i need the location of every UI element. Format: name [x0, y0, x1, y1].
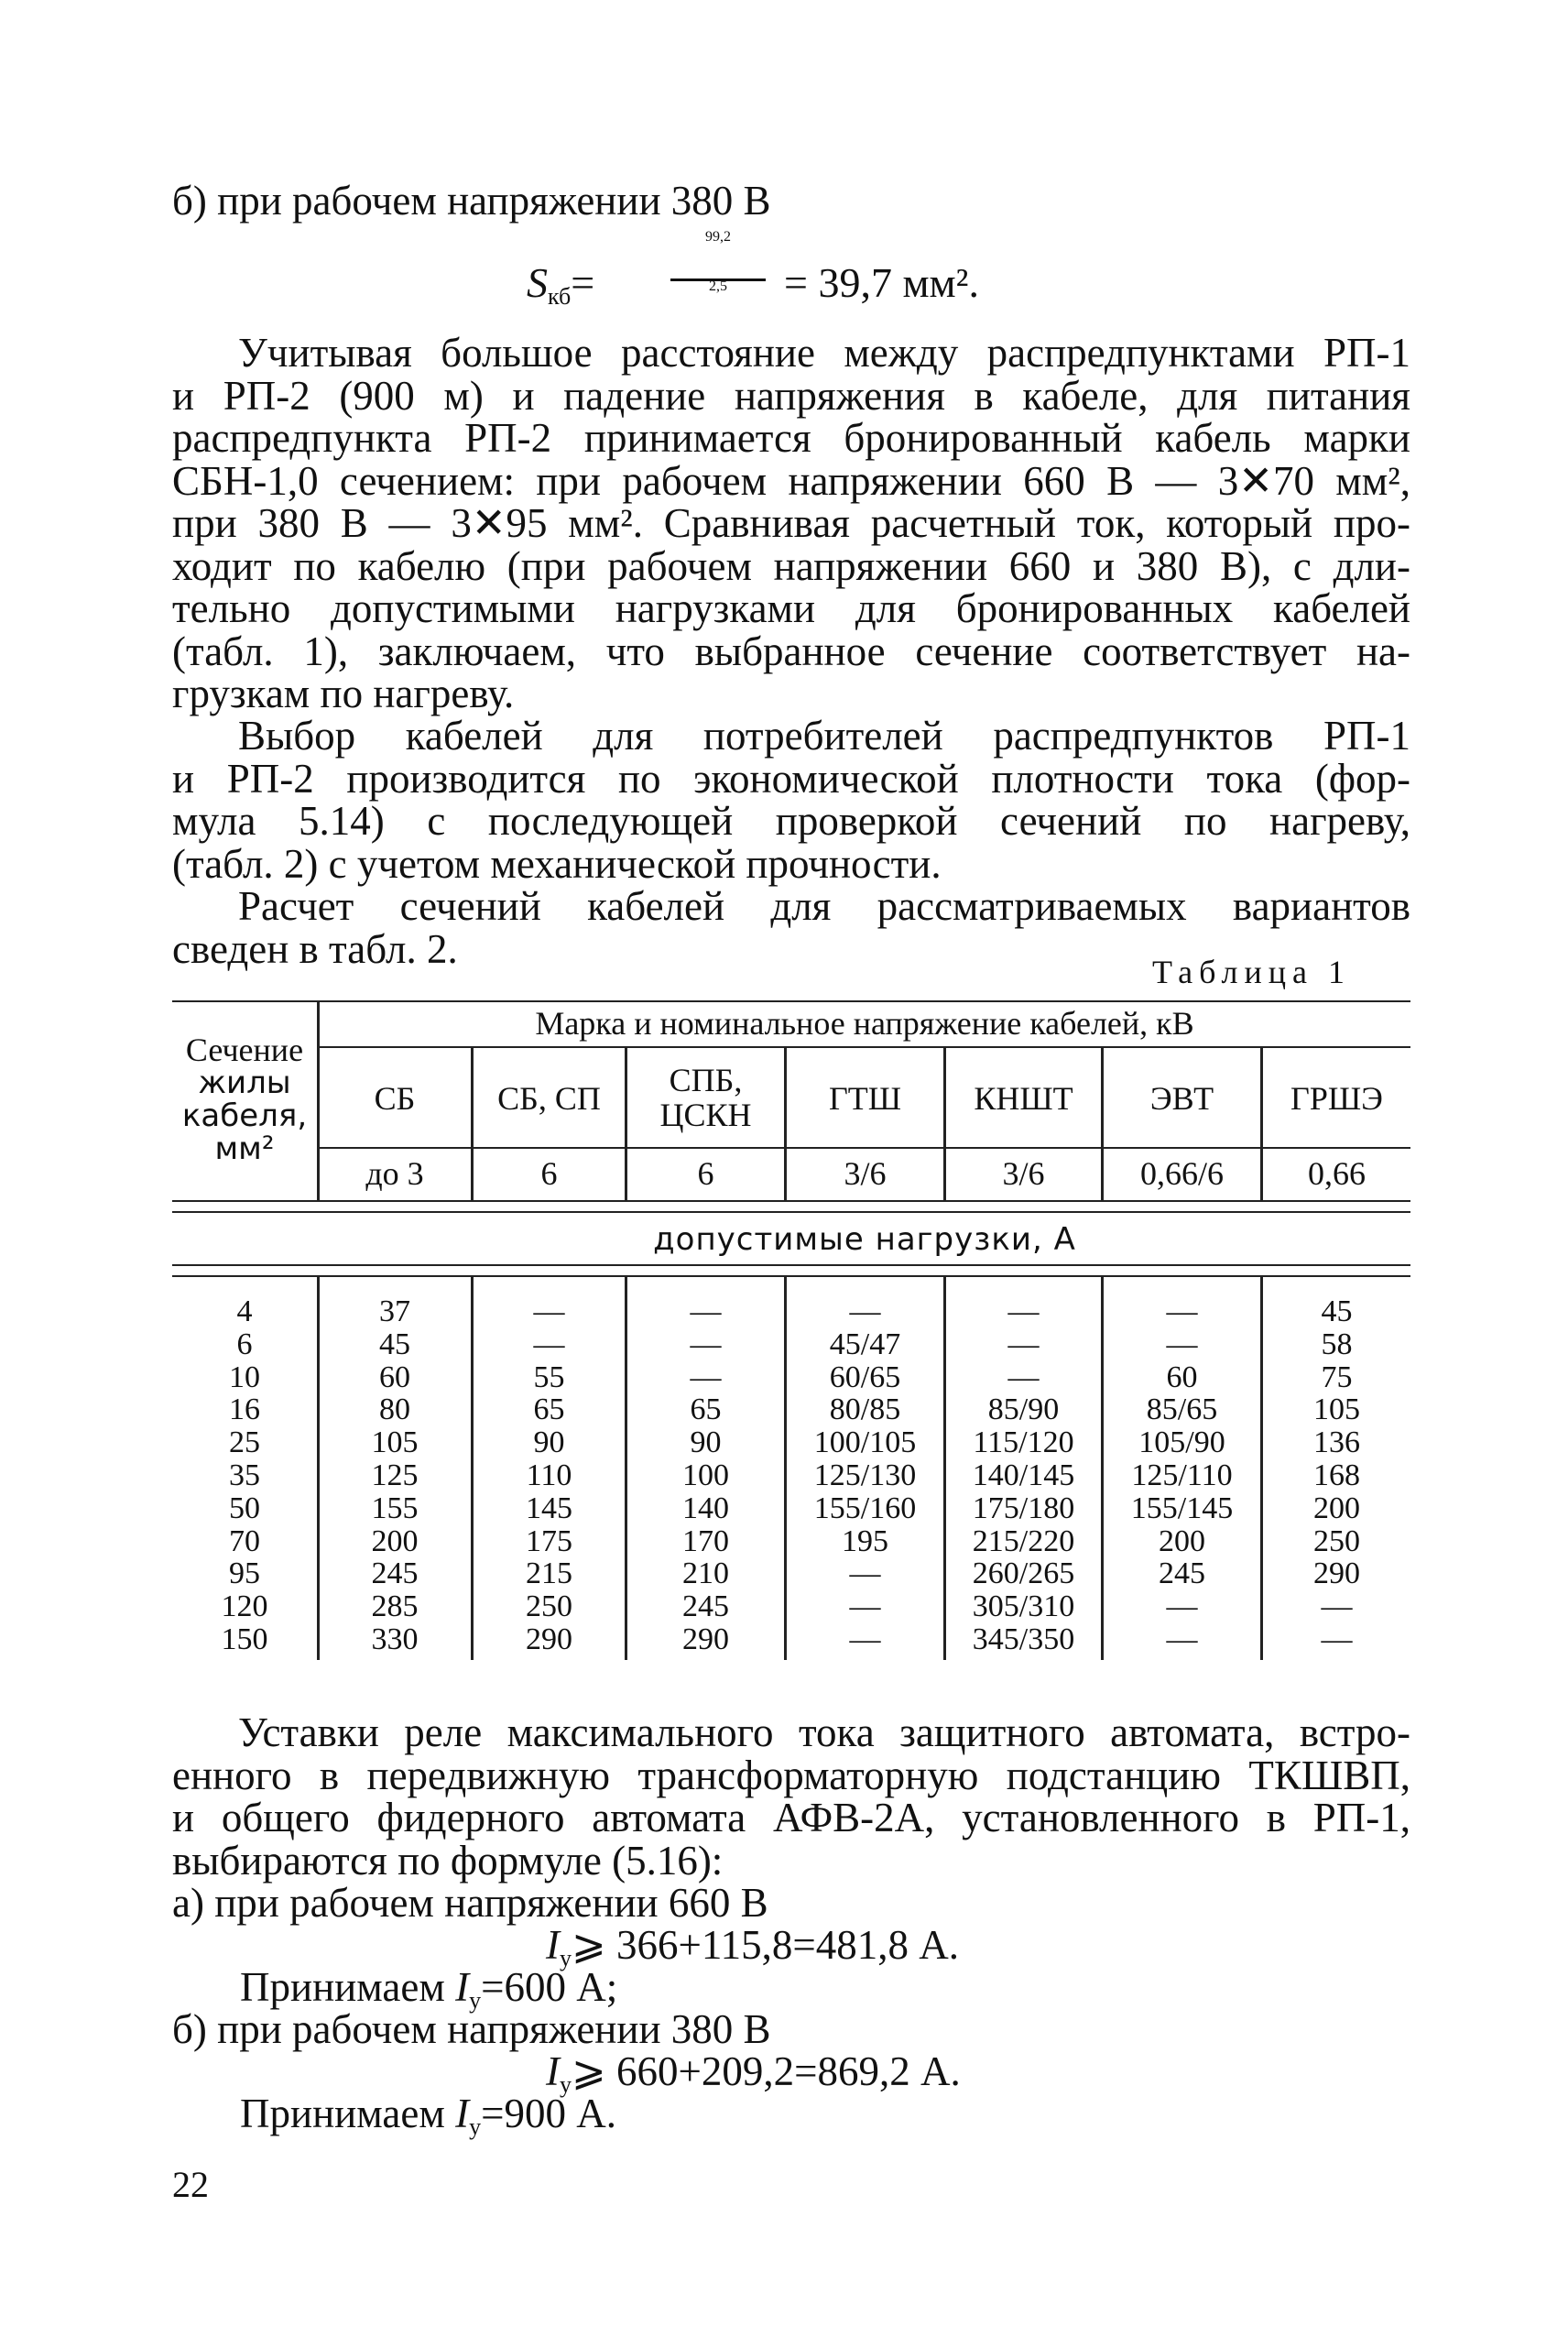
table-cell: — — [1007, 1360, 1040, 1394]
table-cell: 10 — [229, 1360, 260, 1394]
table-cell: — — [1007, 1327, 1040, 1361]
brand-spb-tssk: СПБ, ЦСКН — [659, 1062, 752, 1133]
text-line: выбираются по формуле (5.16): — [172, 1837, 724, 1884]
text-line: ходит по кабелю (при рабочем напряжении 660 и 380 В), с дли- — [172, 542, 1410, 589]
table-cell: 60 — [379, 1360, 410, 1394]
table-cell: 150 — [221, 1622, 268, 1656]
formula-sub: у — [560, 1945, 572, 1971]
formula-var: I — [546, 2048, 560, 2094]
table-cell: 290 — [682, 1622, 729, 1656]
column-knsht — [946, 1295, 1101, 1656]
column-spb-tssk — [627, 1295, 784, 1656]
column-gtsh — [787, 1295, 943, 1656]
table-cell: 65 — [690, 1392, 722, 1427]
text-line: тельно допустимыми нагрузками для бронированных кабелей — [172, 585, 1410, 631]
table-cell: — — [1166, 1589, 1198, 1624]
header-section — [172, 1033, 317, 1165]
table-cell: 140/145 — [972, 1458, 1075, 1492]
loads-header: допустимые нагрузки, А — [653, 1221, 1076, 1258]
formula-s-kb — [527, 258, 594, 311]
table-cell: — — [533, 1327, 565, 1361]
voltage-cell: 0,66/6 — [1139, 1155, 1224, 1192]
formula-var: S — [527, 259, 548, 306]
table-cell: 75 — [1321, 1360, 1353, 1394]
fraction-numerator: 99,2 — [705, 229, 731, 245]
column-grshe — [1263, 1295, 1410, 1656]
paragraph-cable-choice — [172, 332, 1410, 715]
case-a-heading: а) при рабочем напряжении 660 В — [172, 1880, 768, 1926]
accept-value: =600 А; — [481, 1964, 618, 2010]
table-rule-group — [319, 1046, 1410, 1048]
table-cell: 290 — [1313, 1556, 1360, 1591]
table-cell: 245 — [682, 1589, 729, 1624]
table-cell: 245 — [1159, 1556, 1205, 1591]
text-line: распредпункта РП-2 принимается бронированный кабель марки — [172, 415, 1410, 461]
formula-var: I — [455, 2091, 470, 2136]
text-line: СБН-1,0 сечением: при рабочем напряжении 660 В — 3✕70 мм², — [172, 457, 1410, 504]
table-cell: 330 — [371, 1622, 419, 1656]
table-cell: 6 — [236, 1327, 253, 1361]
page-number: 22 — [172, 2164, 209, 2205]
table-cell: 65 — [533, 1392, 565, 1427]
table-cell: 105 — [1313, 1392, 1360, 1427]
text-line: сведен в табл. 2. — [172, 925, 458, 972]
table-cell: 4 — [236, 1294, 253, 1328]
voltage-cell: до 3 — [365, 1155, 424, 1192]
text-line: и РП-2 (900 м) и падение напряжения в кабеле, для питания — [172, 372, 1410, 419]
table-cell: 260/265 — [972, 1556, 1075, 1591]
formula-rhs: ⩾ 660+209,2=869,2 А. — [572, 2048, 961, 2094]
table-cell: 35 — [229, 1458, 260, 1492]
formula-sub: у — [560, 2071, 572, 2098]
text-line: мула 5.14) с последующей проверкой сечений по нагреву, — [172, 798, 1410, 844]
formula-eq: = — [571, 259, 595, 306]
fraction-denominator: 2,5 — [709, 278, 727, 294]
table-cell: 215 — [526, 1556, 572, 1591]
table-cell: 155 — [371, 1491, 419, 1525]
formula-sub: у — [469, 1987, 482, 2014]
table-cell: 60/65 — [829, 1360, 901, 1394]
paragraph-consumers — [172, 715, 1410, 885]
table-cell: 140 — [682, 1491, 729, 1525]
table-cell: — — [1166, 1294, 1198, 1328]
table-cell: — — [849, 1589, 881, 1624]
table-rule-brands — [319, 1147, 1410, 1149]
paragraph-relay-settings — [172, 1711, 1410, 1882]
text-line: грузкам по нагреву. — [172, 671, 515, 716]
text-line: Выбор кабелей для потребителей распредпунктов РП-1 — [238, 713, 1410, 759]
table-rule-top — [172, 1000, 1410, 1002]
table-cell: 58 — [1321, 1327, 1353, 1361]
table-rule-loads — [172, 1264, 1410, 1266]
voltage-cell: 3/6 — [1002, 1155, 1045, 1192]
accept-prefix: Принимаем — [240, 1964, 456, 2010]
table-cell: — — [849, 1622, 881, 1656]
table-cell: 50 — [229, 1491, 260, 1525]
table-cell: 120 — [221, 1589, 268, 1624]
table-cell: — — [690, 1360, 722, 1394]
table-cell: 25 — [229, 1425, 260, 1460]
table-cell: 200 — [1159, 1523, 1205, 1558]
table-cell: 145 — [526, 1491, 572, 1525]
table-cell: 85/90 — [987, 1392, 1060, 1427]
brand-evt: ЭВТ — [1149, 1080, 1214, 1117]
table-rule-loads-2 — [172, 1275, 1410, 1277]
table-cell: 45/47 — [829, 1327, 901, 1361]
table-cell: 195 — [842, 1523, 888, 1558]
accept-b — [240, 2092, 616, 2148]
table-cell: 45 — [379, 1327, 410, 1361]
column-sb-sp — [474, 1295, 625, 1656]
text-line: енного в передвижную трансформаторную подстанцию ТКШВП, — [172, 1752, 1410, 1798]
text-line: Расчет сечений кабелей для рассматриваемых вариантов — [238, 883, 1410, 929]
formula-sub: кб — [548, 283, 572, 310]
table-cell: 200 — [1313, 1491, 1360, 1525]
table-cell: 125/130 — [813, 1458, 917, 1492]
table-cell: — — [533, 1294, 565, 1328]
table-cell: 125/110 — [1131, 1458, 1233, 1492]
text-line: Уставки реле максимального тока защитного автомата, встро- — [238, 1709, 1410, 1755]
header-line: кабеля, — [181, 1097, 308, 1134]
table-cell: 136 — [1313, 1425, 1360, 1460]
table-cell: 305/310 — [972, 1589, 1075, 1624]
table-cell: 345/350 — [972, 1622, 1075, 1656]
table-rule-voltage — [172, 1200, 1410, 1202]
voltage-cell: 6 — [697, 1155, 714, 1192]
column-sections — [172, 1295, 317, 1656]
table-cell: 215/220 — [972, 1523, 1075, 1558]
table-cell: 125 — [371, 1458, 419, 1492]
brand-gtsh: ГТШ — [828, 1080, 902, 1117]
table-rule-voltage-2 — [172, 1211, 1410, 1213]
table-cell: 285 — [371, 1589, 419, 1624]
table-cell: — — [1321, 1589, 1353, 1624]
column-evt — [1104, 1295, 1260, 1656]
formula-result: = 39,7 мм². — [784, 259, 979, 306]
table-cell: — — [1321, 1622, 1353, 1656]
table-cell: 170 — [682, 1523, 729, 1558]
table-cell: — — [849, 1556, 881, 1591]
text-line: при 380 В — 3✕95 мм². Сравнивая расчетный ток, который про- — [172, 500, 1410, 546]
voltage-cell: 3/6 — [844, 1155, 887, 1192]
table-cell: 250 — [526, 1589, 572, 1624]
table-cell: 80 — [379, 1392, 410, 1427]
table-cell: 200 — [371, 1523, 419, 1558]
text-line: (табл. 1), заключаем, что выбранное сечение соответствует на- — [172, 628, 1410, 674]
table-cell: 175 — [526, 1523, 572, 1558]
table-cell: 70 — [229, 1523, 260, 1558]
brand-grshe: ГРШЭ — [1290, 1080, 1383, 1117]
table-cell: 85/65 — [1146, 1392, 1218, 1427]
table-cell: 95 — [229, 1556, 260, 1591]
table-cell: 105/90 — [1138, 1425, 1225, 1460]
table-cell: — — [1007, 1294, 1040, 1328]
table-cell: 250 — [1313, 1523, 1360, 1558]
formula-rhs: ⩾ 366+115,8=481,8 А. — [572, 1922, 960, 1968]
accept-value: =900 А. — [481, 2091, 616, 2136]
text-line: и РП-2 производится по экономической плотности тока (фор- — [172, 755, 1410, 802]
table-cell: 175/180 — [972, 1491, 1075, 1525]
column-sb — [319, 1295, 471, 1656]
table-cell: 90 — [533, 1425, 565, 1460]
table-cell: 37 — [379, 1294, 410, 1328]
table-cell: 168 — [1313, 1458, 1360, 1492]
table-cell: 110 — [526, 1458, 572, 1492]
case-b-heading: б) при рабочем напряжении 380 В — [172, 2006, 771, 2052]
table-cell: — — [690, 1327, 722, 1361]
table-cell: 60 — [1166, 1360, 1198, 1394]
table-cell: 16 — [229, 1392, 260, 1427]
text-line: (табл. 2) с учетом механической прочности. — [172, 840, 942, 887]
formula-sub: у — [469, 2113, 482, 2140]
brand-sb-sp: СБ, СП — [497, 1080, 601, 1117]
table-cell: 80/85 — [829, 1392, 901, 1427]
table-cell: 100 — [682, 1458, 729, 1492]
header-line: мм² — [214, 1130, 275, 1167]
table-cell: — — [849, 1294, 881, 1328]
header-group: Марка и номинальное напряжение кабелей, кВ — [535, 1005, 1194, 1042]
header-line: жилы — [198, 1065, 291, 1101]
text-line: Учитывая большое расстояние между распредпунктами РП-1 — [238, 330, 1410, 376]
formula-var: I — [546, 1922, 560, 1968]
case-b-heading-top: б) при рабочем напряжении 380 В — [172, 178, 771, 224]
table-caption: Таблица 1 — [1152, 954, 1351, 990]
table-cell: 115/120 — [973, 1425, 1074, 1460]
table-cell: 105 — [371, 1425, 419, 1460]
table-cell: 210 — [682, 1556, 729, 1591]
voltage-cell: 6 — [540, 1155, 558, 1192]
table-cell: 55 — [533, 1360, 565, 1394]
header-line: Сечение — [185, 1032, 304, 1068]
voltage-cell: 0,66 — [1308, 1155, 1366, 1192]
table-cell: 155/160 — [813, 1491, 917, 1525]
table-cell: 90 — [690, 1425, 722, 1460]
table-cell: 45 — [1321, 1294, 1353, 1328]
table-cell: 155/145 — [1130, 1491, 1234, 1525]
brand-knsht: КНШТ — [974, 1080, 1073, 1117]
table-cell: 100/105 — [813, 1425, 917, 1460]
table-cell: 290 — [526, 1622, 572, 1656]
formula-var: I — [455, 1964, 470, 2010]
table-cell: — — [690, 1294, 722, 1328]
table-cell: — — [1166, 1327, 1198, 1361]
text-line: и общего фидерного автомата АФВ-2А, установленного в РП-1, — [172, 1795, 1410, 1840]
accept-prefix: Принимаем — [240, 2091, 456, 2136]
table-cell: — — [1166, 1622, 1198, 1656]
table-cell: 245 — [371, 1556, 419, 1591]
brand-sb: СБ — [374, 1080, 416, 1117]
